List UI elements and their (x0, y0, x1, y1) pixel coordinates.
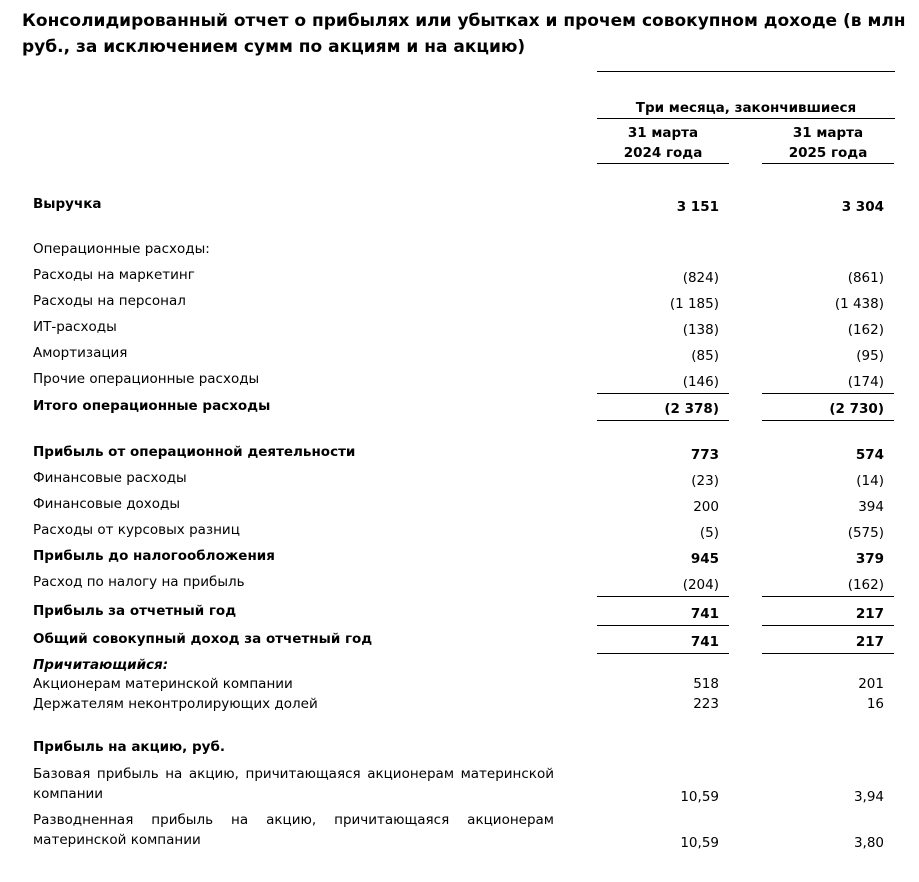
value-2025: (575) (847, 525, 884, 541)
subtotal-rule-2024 (597, 393, 729, 394)
column-2025-year: 2025 года (788, 145, 868, 161)
row-eps-heading (0, 736, 919, 758)
eps-diluted-2025: 3,80 (853, 835, 884, 851)
column-2025-date: 31 марта (792, 125, 864, 141)
row-label: Финансовые расходы (33, 470, 187, 486)
header-top-rule (597, 71, 895, 72)
value-2024: (824) (682, 270, 719, 286)
row-label: Прибыль на акцию, руб. (33, 739, 226, 755)
eps-diluted-label: Разводненная прибыль на акцию, причитающаяся акционерам материнской компании (33, 812, 554, 848)
row-non-controlling (0, 693, 919, 715)
eps-basic-label: Базовая прибыль на акцию, причитающаяся акционерам материнской компании (33, 766, 554, 802)
row-finance-income (0, 493, 919, 515)
row-marketing (0, 264, 919, 286)
profit-rule-2024 (597, 625, 729, 626)
eps-basic-2024: 10,59 (680, 789, 719, 805)
value-2025: (2 730) (829, 401, 884, 417)
eps-diluted-2024: 10,59 (680, 835, 719, 851)
value-2024: 518 (693, 676, 719, 692)
row-label: Причитающийся: (33, 657, 169, 673)
row-finance-expenses (0, 467, 919, 489)
value-2025: 217 (855, 606, 884, 622)
value-2025: 16 (866, 696, 884, 712)
tax-rule-2024 (597, 596, 729, 597)
row-profit-for-year (0, 600, 919, 622)
row-label: Прибыль за отчетный год (33, 603, 237, 619)
value-2025: 217 (855, 634, 884, 650)
value-2024: 200 (693, 499, 719, 515)
row-depreciation (0, 342, 919, 364)
profit-rule-2025 (762, 625, 894, 626)
value-2025: 394 (858, 499, 884, 515)
row-label: Держателям неконтролирующих долей (33, 696, 318, 712)
row-income-tax (0, 571, 919, 593)
row-total-operating (0, 395, 919, 417)
value-2024: 3 151 (676, 199, 719, 215)
row-other-operating (0, 368, 919, 390)
row-label: ИТ-расходы (33, 319, 117, 335)
total-rule-2024 (597, 420, 729, 421)
row-revenue (0, 193, 919, 215)
total-rule-2025 (762, 420, 894, 421)
column-2024-date: 31 марта (627, 125, 699, 141)
value-2025: (861) (847, 270, 884, 286)
column-2024-underline (597, 163, 729, 164)
value-2024: (146) (682, 374, 719, 390)
value-2024: (5) (699, 525, 719, 541)
value-2024: (2 378) (664, 401, 719, 417)
report-title: Консолидированный отчет о прибылях или убытках и прочем совокупном доходе (в млн руб., за исключением сумм по акциям и на акцию) (22, 11, 906, 57)
row-operating-profit (0, 441, 919, 463)
value-2025: (1 438) (834, 296, 884, 312)
row-fx-losses (0, 519, 919, 541)
value-2025: (95) (856, 348, 884, 364)
row-label: Расходы на маркетинг (33, 267, 195, 283)
value-2024: (204) (682, 577, 719, 593)
row-total-comprehensive-income (0, 628, 919, 650)
value-2024: (85) (691, 348, 719, 364)
value-2025: (174) (847, 374, 884, 390)
row-label: Прибыль от операционной деятельности (33, 444, 356, 460)
value-2024: 741 (690, 606, 719, 622)
value-2024: 741 (690, 634, 719, 650)
period-underline (597, 118, 895, 119)
value-2024: (138) (682, 322, 719, 338)
value-2024: 223 (693, 696, 719, 712)
row-label: Акционерам материнской компании (33, 676, 293, 692)
row-personnel (0, 290, 919, 312)
period-header: Три месяца, закончившиеся (635, 100, 857, 116)
row-label: Общий совокупный доход за отчетный год (33, 631, 373, 647)
row-label: Выручка (33, 196, 102, 212)
row-operating-expenses-heading (0, 238, 919, 260)
row-label: Финансовые доходы (33, 496, 181, 512)
row-label: Прибыль до налогообложения (33, 548, 275, 564)
row-label: Расход по налогу на прибыль (33, 574, 245, 590)
row-label: Итого операционные расходы (33, 398, 271, 414)
row-profit-before-tax (0, 545, 919, 567)
row-label: Прочие операционные расходы (33, 371, 260, 387)
row-label: Расходы на персонал (33, 293, 186, 309)
value-2024: (1 185) (669, 296, 719, 312)
value-2025: 574 (855, 447, 884, 463)
row-label: Амортизация (33, 345, 128, 361)
eps-basic-2025: 3,94 (853, 789, 884, 805)
value-2024: 945 (690, 551, 719, 567)
subtotal-rule-2025 (762, 393, 894, 394)
column-2025-underline (762, 163, 894, 164)
row-parent-shareholders (0, 673, 919, 695)
value-2025: 379 (855, 551, 884, 567)
value-2024: (23) (691, 473, 719, 489)
column-2024-year: 2024 года (623, 145, 703, 161)
value-2025: (162) (847, 577, 884, 593)
value-2025: 3 304 (841, 199, 884, 215)
row-it-expenses (0, 316, 919, 338)
tax-rule-2025 (762, 596, 894, 597)
row-label: Расходы от курсовых разниц (33, 522, 240, 538)
value-2025: (14) (856, 473, 884, 489)
row-label: Операционные расходы: (33, 241, 210, 257)
value-2024: 773 (690, 447, 719, 463)
value-2025: (162) (847, 322, 884, 338)
value-2025: 201 (858, 676, 884, 692)
